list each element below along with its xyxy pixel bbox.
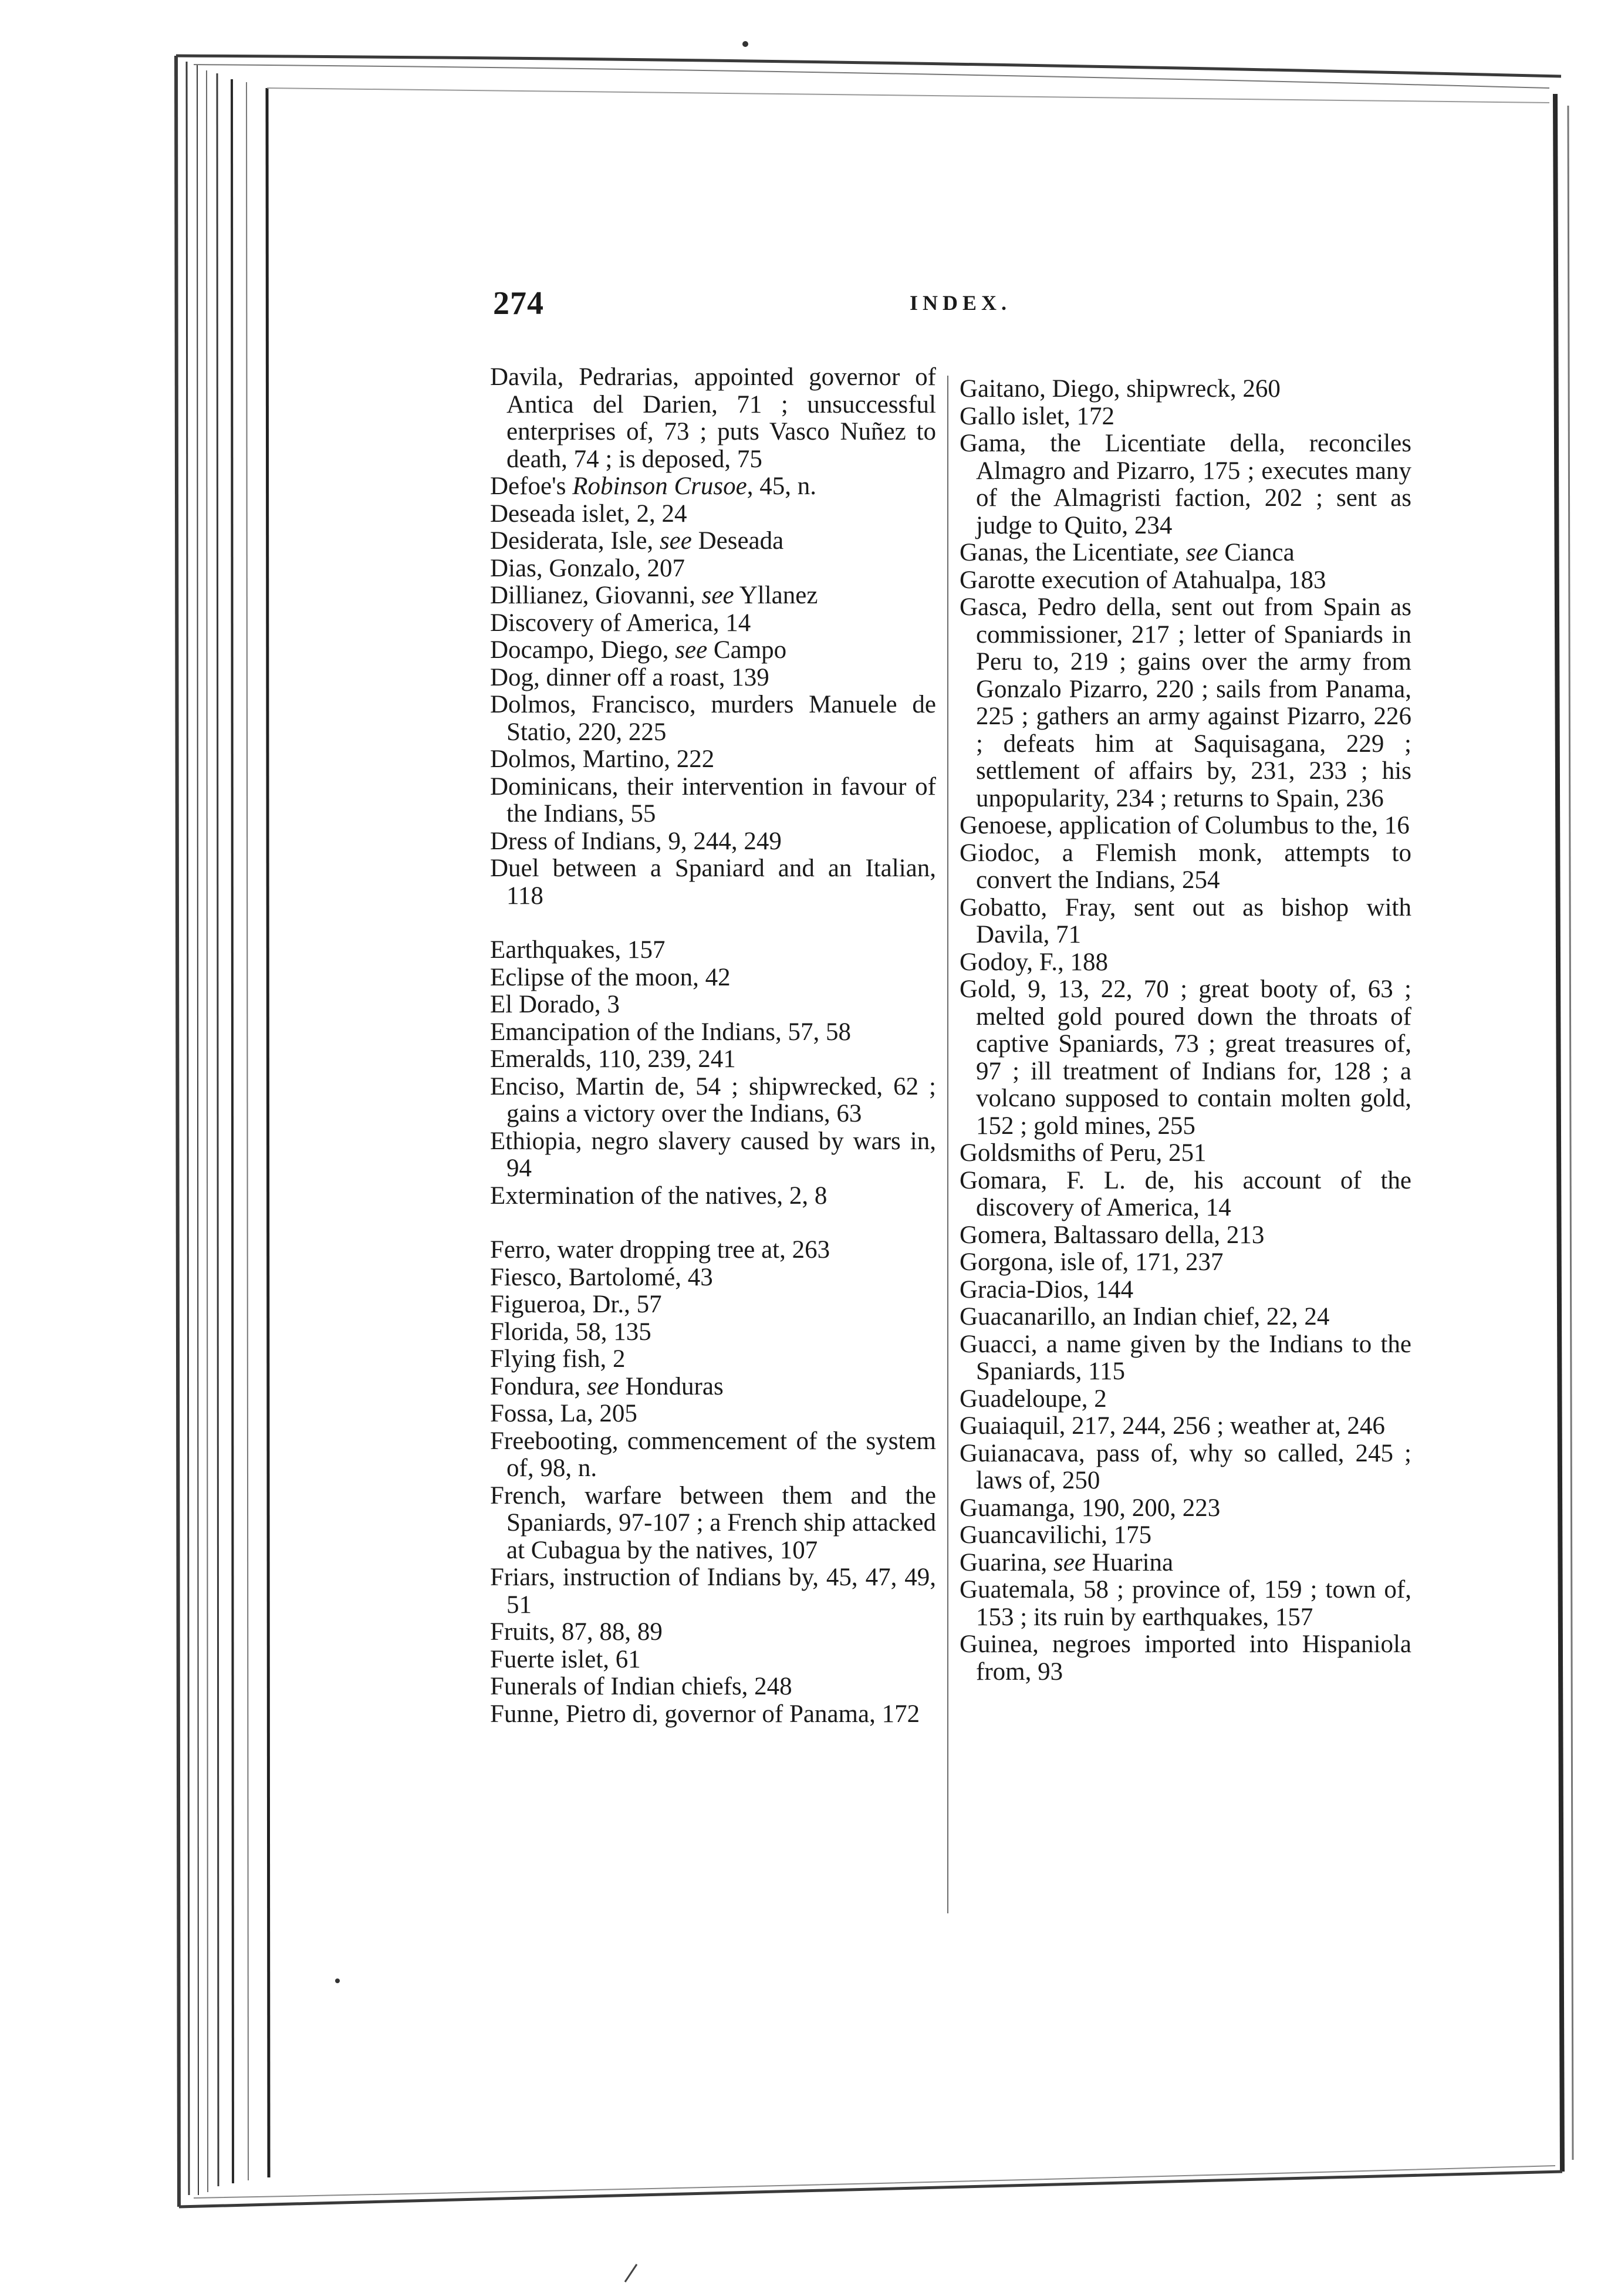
index-entry-text: Docampo, Diego,	[490, 636, 675, 664]
index-entry-text: Gaitano, Diego, shipwreck, 260	[960, 375, 1281, 403]
index-entry-text: Dolmos, Francisco, murders Manuele de Statio, 220, 225	[490, 691, 936, 746]
index-entry-italic: see	[1053, 1548, 1086, 1576]
index-entry-text: Goldsmiths of Peru, 251	[960, 1139, 1207, 1167]
index-entry-text: Fondura,	[490, 1372, 587, 1400]
index-entry-text: Figueroa, Dr., 57	[490, 1291, 662, 1318]
index-entry	[490, 501, 936, 528]
index-entry-text: Gorgona, isle of, 171, 237	[960, 1248, 1224, 1276]
index-entry	[490, 1183, 936, 1210]
index-entry-italic: see	[659, 527, 692, 555]
index-entry-text: Guarina,	[960, 1548, 1053, 1576]
index-entry	[490, 1046, 936, 1073]
index-entry	[490, 1400, 936, 1428]
speck	[335, 1978, 340, 1983]
index-entry	[490, 1673, 936, 1701]
index-entry	[490, 1373, 936, 1401]
index-entry	[960, 1495, 1411, 1522]
index-entry-text: Dolmos, Martino, 222	[490, 745, 715, 773]
index-entry	[490, 855, 936, 910]
index-entry	[960, 812, 1411, 840]
index-entry-text: Dillianez, Giovanni,	[490, 582, 702, 609]
index-entry	[960, 894, 1411, 949]
index-entry-text: Dominicans, their intervention in favour of the Indians, 55	[490, 772, 936, 828]
index-entry-text: Dog, dinner off a roast, 139	[490, 663, 769, 691]
index-entry	[960, 1222, 1411, 1250]
index-entry-text: Gold, 9, 13, 22, 70 ; great booty of, 63 ; melted gold poured down the throats of captive Spaniards, 73 ; great treasures of, 97 ; ill treatment of Indians for, 128 ; a volcano supposed to contain molten gold, 152 ; gold mines, 255	[960, 975, 1411, 1140]
index-entry	[490, 1237, 936, 1264]
index-entry-text: Desiderata, Isle,	[490, 527, 660, 555]
index-entry-text: Guatemala, 58 ; province of, 159 ; town of, 153 ; its ruin by earthquakes, 157	[960, 1576, 1411, 1631]
index-entry-text: Enciso, Martin de, 54 ; shipwrecked, 62 ; gains a victory over the Indians, 63	[490, 1072, 936, 1127]
index-entry-text: Gracia-Dios, 144	[960, 1275, 1134, 1304]
index-entry-text: El Dorado, 3	[490, 991, 620, 1018]
index-entry	[490, 1291, 936, 1319]
index-entry	[960, 1631, 1411, 1686]
index-entry-text: Guancavilichi, 175	[960, 1521, 1152, 1549]
index-entry	[960, 539, 1411, 567]
index-entry-text: Dias, Gonzalo, 207	[490, 554, 685, 582]
index-entry-text: Guaiaquil, 217, 244, 256 ; weather at, 246	[960, 1412, 1385, 1440]
index-entry-text: Gallo islet, 172	[960, 402, 1114, 430]
index-entry-text: Friars, instruction of Indians by, 45, 47, 49, 51	[490, 1564, 936, 1619]
index-entry	[490, 774, 936, 828]
right-page-edge	[1555, 94, 1573, 2172]
index-entry-text: Gasca, Pedro della, sent out from Spain as commissioner, 217 ; letter of Spaniards in Peru to, 219 ; gains over the army from Gonzalo Pizarro, 220 ; sails from Panama, 225 ; gathers an army against Pizarro, 226 ; defeats him at Saquisagana, 229 ; settlement of affairs by, 231, 233 ; his unpopularity, 234 ; returns to Spain, 236	[960, 593, 1411, 812]
index-entry	[490, 364, 936, 473]
index-entry-text: Discovery of America, 14	[490, 609, 751, 637]
index-entry-text: Guacci, a name given by the Indians to the Spaniards, 115	[960, 1330, 1411, 1385]
index-entry-text: Flying fish, 2	[490, 1345, 626, 1373]
index-entry-text: Guacanarillo, an Indian chief, 22, 24	[960, 1303, 1330, 1331]
index-entry-text: Genoese, application of Columbus to the, 16	[960, 812, 1410, 839]
index-entry	[490, 1619, 936, 1646]
index-entry	[490, 473, 936, 501]
running-head: INDEX.	[910, 291, 1012, 315]
index-entry-text: Gomara, F. L. de, his account of the discovery of America, 14	[960, 1166, 1411, 1221]
index-entry-text: Defoe's	[490, 472, 573, 500]
index-entry	[490, 937, 936, 964]
index-entry-text: Yllanez	[734, 582, 818, 609]
index-entry	[490, 1128, 936, 1183]
index-entry	[960, 1304, 1411, 1331]
index-entry	[490, 555, 936, 583]
index-entry-text: Florida, 58, 135	[490, 1318, 651, 1346]
letter-section-gap	[490, 1210, 936, 1237]
index-entry	[960, 1331, 1411, 1386]
index-entry	[960, 1277, 1411, 1304]
index-entry	[490, 1564, 936, 1619]
index-entry	[490, 1264, 936, 1292]
index-entry	[960, 1140, 1411, 1167]
index-entry-italic: see	[675, 636, 708, 664]
index-entry	[960, 1167, 1411, 1222]
index-entry	[490, 1646, 936, 1674]
speck	[625, 2264, 637, 2282]
index-entry-text: Duel between a Spaniard and an Italian, 118	[490, 855, 936, 910]
index-entry-italic: see	[701, 582, 734, 609]
index-entry	[960, 976, 1411, 1140]
index-entry	[960, 949, 1411, 977]
index-entry	[960, 1522, 1411, 1549]
speck	[742, 41, 748, 47]
index-entry-text: Gobatto, Fray, sent out as bishop with Davila, 71	[960, 893, 1411, 948]
index-entry-text: Huarina	[1085, 1548, 1174, 1576]
index-entry-text: Campo	[707, 636, 787, 664]
index-entry	[960, 1576, 1411, 1631]
index-entry	[960, 1549, 1411, 1577]
index-entry	[490, 582, 936, 610]
index-entry	[490, 528, 936, 555]
index-entry-text: Cianca	[1218, 539, 1295, 566]
index-entry-text: Ferro, water dropping tree at, 263	[490, 1236, 830, 1264]
index-entry-text: Guianacava, pass of, why so called, 245 ; laws of, 250	[960, 1439, 1411, 1494]
index-entry-italic: see	[1185, 539, 1218, 566]
index-entry-text: Gomera, Baltassaro della, 213	[960, 1221, 1265, 1249]
index-column-right	[960, 376, 1411, 1686]
index-entry-text: Gama, the Licentiate della, reconciles Almagro and Pizarro, 175 ; executes many of the Almagristi faction, 202 ; sent as judge to Quito, 234	[960, 430, 1411, 539]
index-column-left	[490, 364, 936, 1728]
index-entry	[490, 1483, 936, 1565]
index-entry-text: Honduras	[619, 1372, 724, 1400]
index-entry	[490, 1346, 936, 1373]
index-entry-text: Guamanga, 190, 200, 223	[960, 1494, 1221, 1522]
index-entry-text: Garotte execution of Atahualpa, 183	[960, 566, 1326, 594]
index-entry-text: Dress of Indians, 9, 244, 249	[490, 827, 782, 855]
page-number: 274	[493, 285, 544, 322]
index-entry-text: Deseada	[691, 527, 784, 555]
index-entry-text: Emancipation of the Indians, 57, 58	[490, 1018, 851, 1046]
index-entry	[490, 991, 936, 1019]
column-divider	[947, 376, 948, 1913]
index-entry	[960, 376, 1411, 403]
index-entry	[960, 1249, 1411, 1277]
index-entry	[490, 1019, 936, 1046]
index-entry-text: Guinea, negroes imported into Hispaniola from, 93	[960, 1630, 1411, 1686]
index-entry-text: Eclipse of the moon, 42	[490, 963, 731, 991]
index-entry	[490, 1428, 936, 1483]
index-entry-text: Giodoc, a Flemish monk, attempts to convert the Indians, 254	[960, 839, 1411, 894]
index-entry	[960, 1413, 1411, 1440]
index-entry-text: Freebooting, commencement of the system of, 98, n.	[490, 1427, 936, 1482]
index-entry-text: Fuerte islet, 61	[490, 1645, 641, 1673]
bottom-page-edge	[179, 2166, 1562, 2207]
index-entry	[490, 1701, 936, 1728]
index-entry-text: Fossa, La, 205	[490, 1400, 637, 1427]
index-entry-text: Earthquakes, 157	[490, 936, 666, 964]
index-entry	[490, 637, 936, 664]
index-entry-text: Fiesco, Bartolomé, 43	[490, 1263, 713, 1291]
index-entry-text: Deseada islet, 2, 24	[490, 499, 687, 528]
index-entry-text: Funne, Pietro di, governor of Panama, 172	[490, 1700, 920, 1728]
index-entry-text: Fruits, 87, 88, 89	[490, 1618, 663, 1646]
index-entry	[490, 828, 936, 856]
letter-section-gap	[490, 910, 936, 937]
left-page-edges	[176, 56, 269, 2207]
index-entry	[490, 664, 936, 692]
index-entry	[960, 567, 1411, 595]
index-entry	[490, 746, 936, 774]
index-entry-text: French, warfare between them and the Spaniards, 97-107 ; a French ship attacked at Cubagua by the natives, 107	[490, 1481, 937, 1564]
index-entry-text: , 45, n.	[747, 472, 816, 500]
index-entry-text: Guadeloupe, 2	[960, 1385, 1107, 1413]
index-entry	[490, 1319, 936, 1346]
index-entry	[490, 1073, 936, 1128]
index-entry-text: Godoy, F., 188	[960, 948, 1108, 976]
index-entry-italic: Robinson Crusoe	[572, 472, 747, 500]
index-entry-text: Extermination of the natives, 2, 8	[490, 1181, 827, 1210]
index-entry	[960, 840, 1411, 894]
index-entry-text: Ethiopia, negro slavery caused by wars in, 94	[490, 1127, 936, 1182]
index-entry	[490, 610, 936, 637]
index-entry	[960, 403, 1411, 431]
index-entry	[960, 430, 1411, 539]
index-entry	[490, 964, 936, 992]
index-entry	[490, 691, 936, 746]
index-entry-text: Funerals of Indian chiefs, 248	[490, 1673, 792, 1700]
index-entry-italic: see	[586, 1372, 619, 1400]
index-entry	[960, 1386, 1411, 1413]
index-entry-text: Davila, Pedrarias, appointed governor of Antica del Darien, 71 ; unsuccessful enterprises of, 73 ; puts Vasco Nuñez to death, 74 ; is deposed, 75	[490, 363, 936, 473]
index-entry-text: Ganas, the Licentiate,	[960, 539, 1186, 566]
index-entry	[960, 594, 1411, 812]
page-header	[493, 285, 1403, 332]
index-entry-text: Emeralds, 110, 239, 241	[490, 1045, 736, 1073]
top-page-edge	[176, 56, 1561, 103]
index-entry	[960, 1440, 1411, 1495]
